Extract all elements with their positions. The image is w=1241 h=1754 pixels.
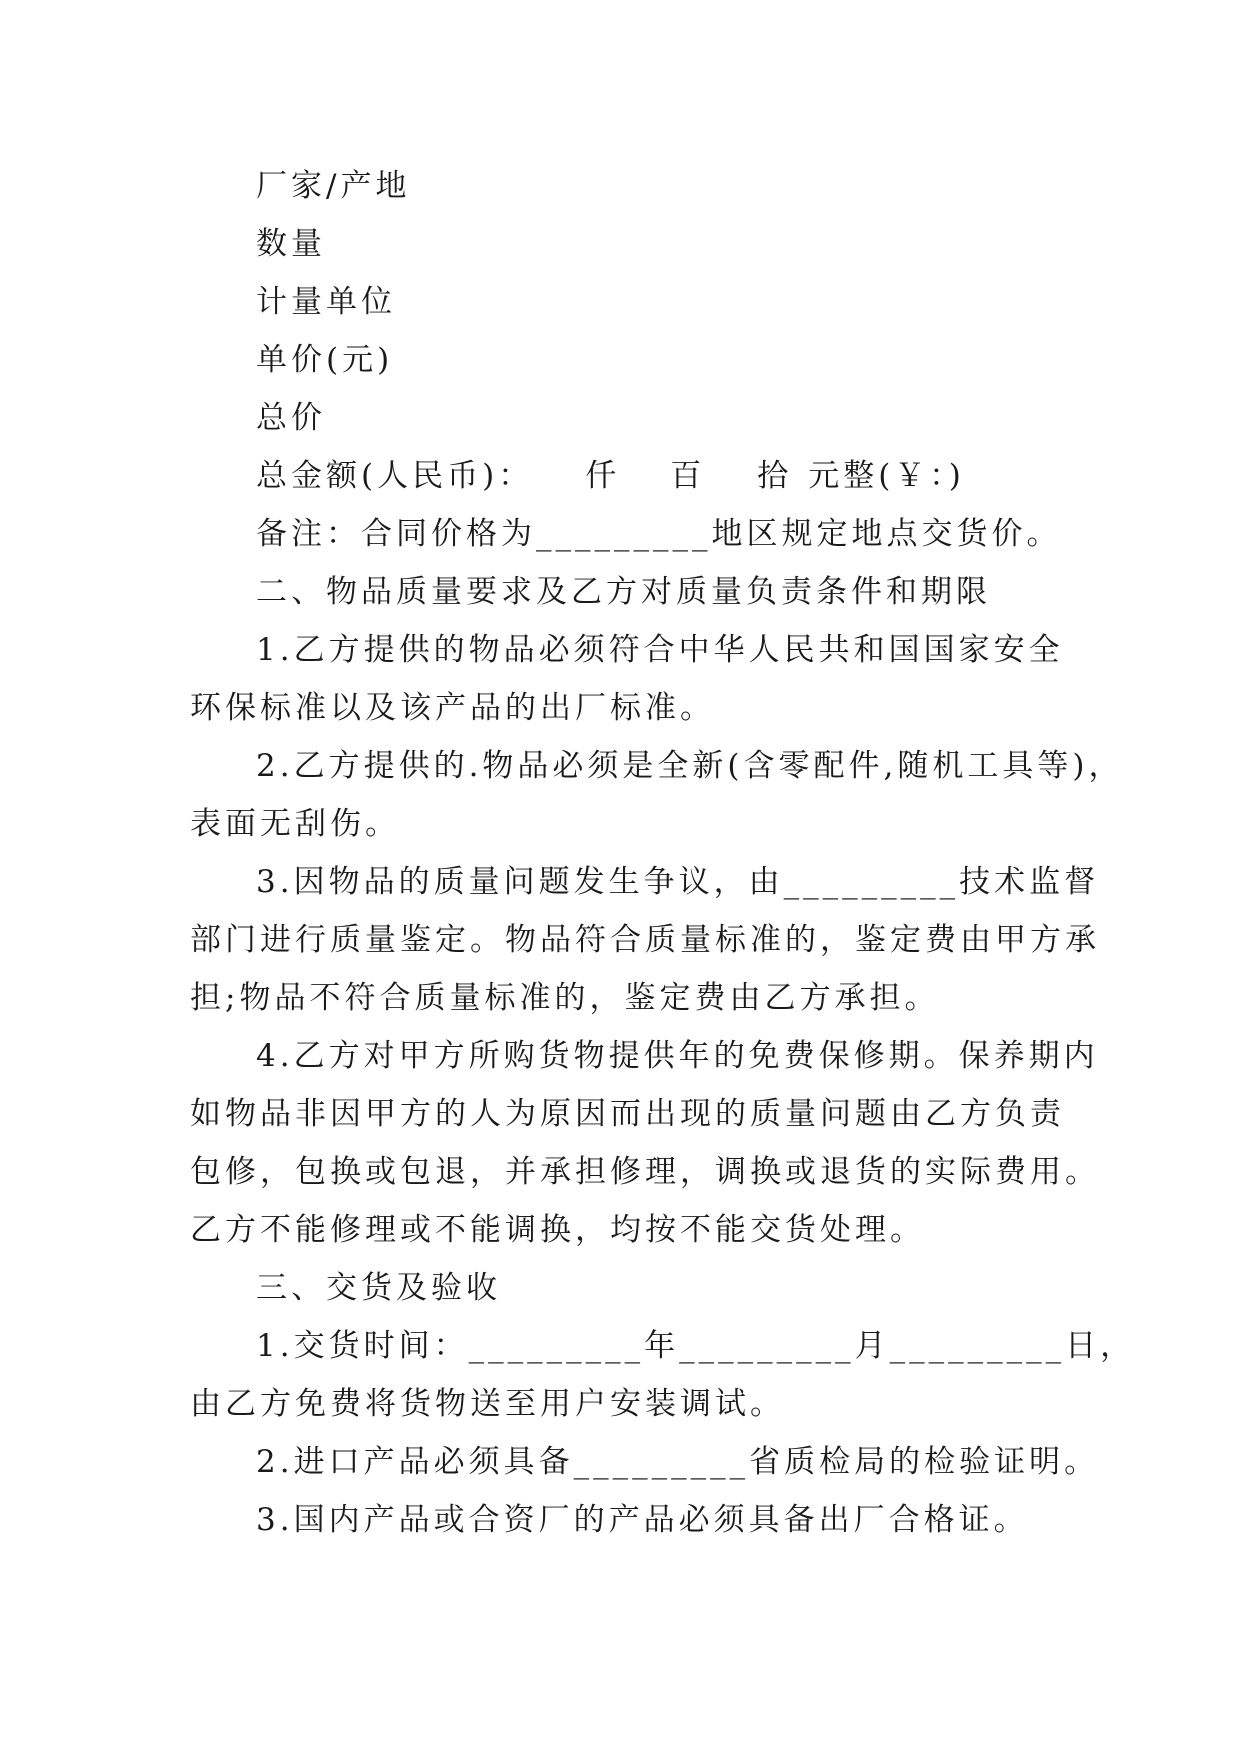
text-line: 由乙方免费将货物送至用户安装调试。 [190,1386,785,1422]
text-line: 包修，包换或包退，并承担修理，调换或退货的实际费用。 [190,1154,1100,1190]
text-line: 担;物品不符合质量标准的，鉴定费由乙方承担。 [190,980,940,1016]
total-amount-label: 总金额(人民币)： [256,458,534,494]
text-line: 3.国内产品或合资厂的产品必须具备出厂合格证。 [256,1502,1029,1538]
text-line: 乙方不能修理或不能调换，均按不能交货处理。 [190,1212,925,1248]
text-line: 1.交货时间：_________年_________月_________日， [256,1328,1136,1364]
amount-unit-ten: 拾 [757,458,793,494]
text-line: 部门进行质量鉴定。物品符合质量标准的，鉴定费由甲方承 [190,922,1100,958]
amount-unit-hundred: 百 [670,458,706,494]
text-line: 厂家/产地 [256,168,411,204]
text-line: 备注：合同价格为_________地区规定地点交货价。 [256,516,1062,552]
amount-unit-yuan: 元整(￥：) [808,458,965,494]
section-heading: 三、交货及验收 [256,1270,501,1306]
text-line: 环保标准以及该产品的出厂标准。 [190,690,715,726]
text-line: 4.乙方对甲方所购货物提供年的免费保修期。保养期内 [256,1038,1099,1074]
amount-unit-thousand: 仟 [585,458,621,494]
text-line: 2.乙方提供的.物品必须是全新(含零配件,随机工具等)， [256,748,1124,784]
text-line: 计量单位 [256,284,396,320]
text-line: 2.进口产品必须具备_________省质检局的检验证明。 [256,1444,1100,1480]
text-line: 如物品非因甲方的人为原因而出现的质量问题由乙方负责 [190,1096,1065,1132]
section-heading: 二、物品质量要求及乙方对质量负责条件和期限 [256,574,991,610]
text-line: 数量 [256,226,326,262]
text-line: 3.因物品的质量问题发生争议，由_________技术监督 [256,864,1100,900]
text-line: 总价 [256,400,326,436]
text-line: 1.乙方提供的物品必须符合中华人民共和国国家安全 [256,632,1064,668]
total-amount-line [256,456,965,496]
text-line: 表面无刮伤。 [190,806,400,842]
text-line: 单价(元) [256,342,394,378]
